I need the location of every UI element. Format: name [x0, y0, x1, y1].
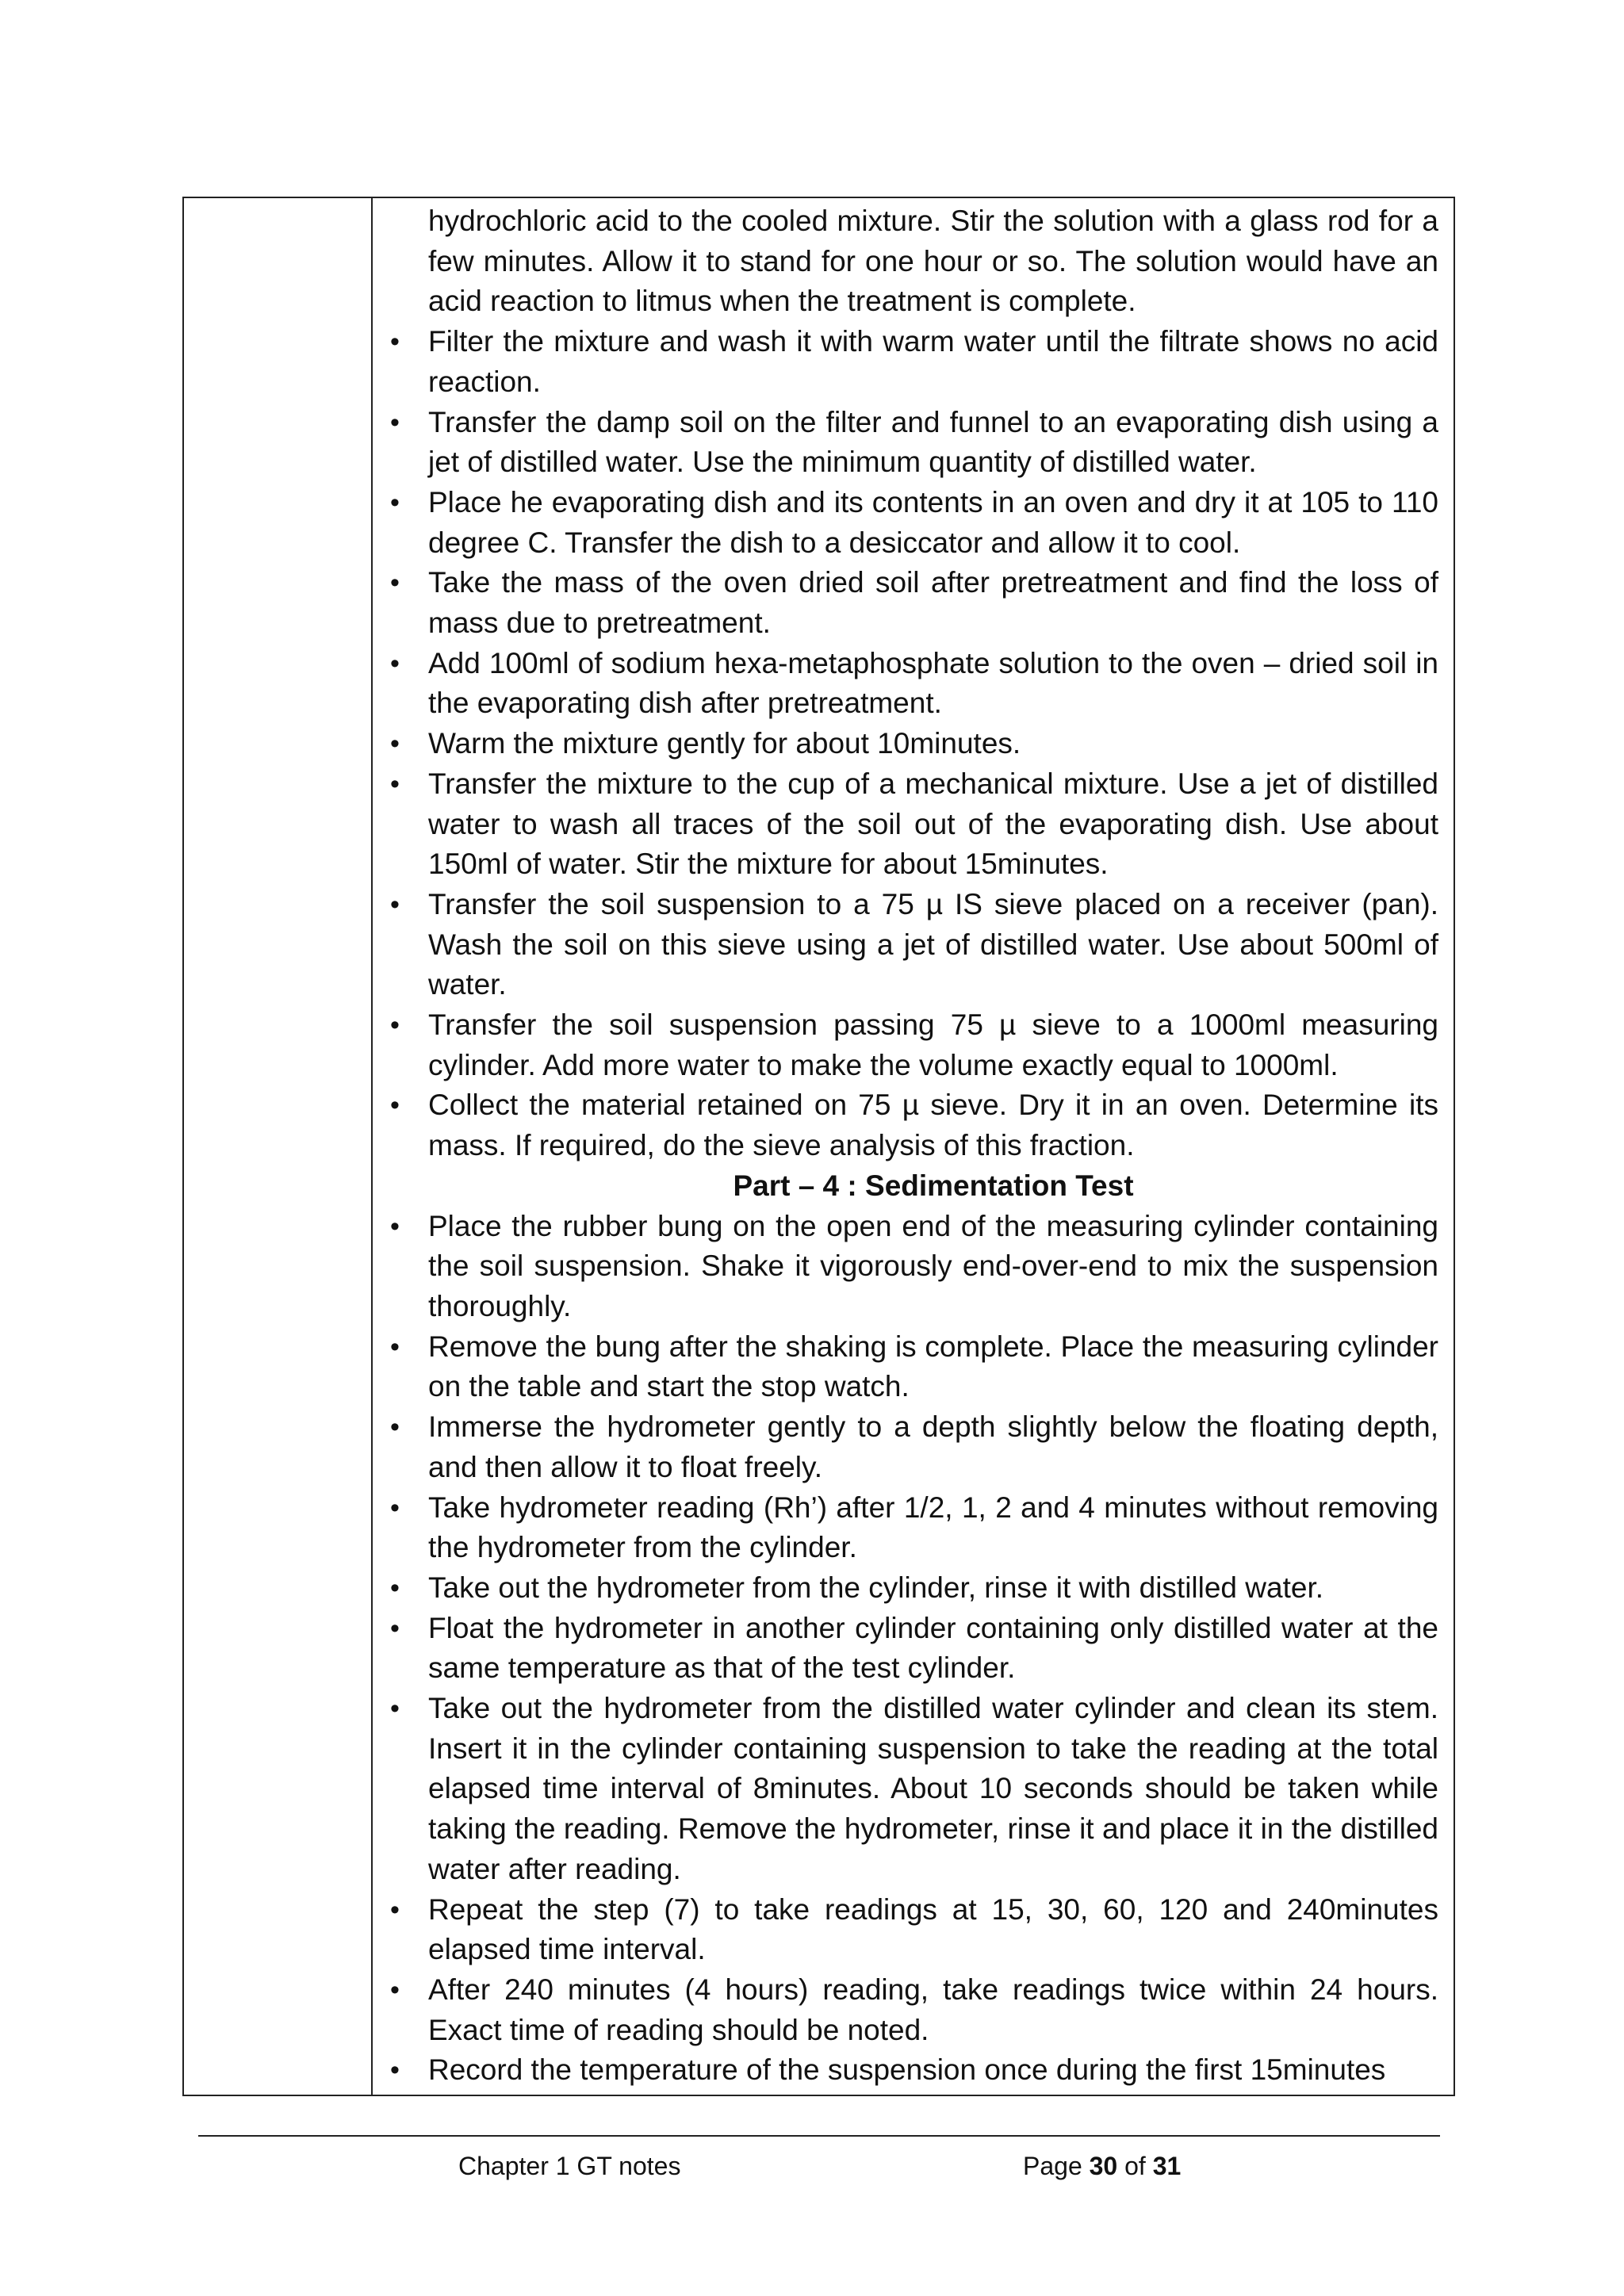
- list-item-text: Remove the bung after the shaking is complete. Place the measuring cylinder on the table and start the stop watch.: [428, 1330, 1438, 1403]
- list-item-text: Take the mass of the oven dried soil after pretreatment and find the loss of mass due to pretreatment.: [428, 566, 1438, 640]
- footer-chapter-title: Chapter 1 GT notes: [458, 2152, 681, 2180]
- section-heading: Part – 4 : Sedimentation Test: [733, 1169, 1134, 1202]
- bullet-icon: •: [390, 568, 400, 599]
- continuation-paragraph: hydrochloric acid to the cooled mixture. Stir the solution with a glass rod for a few minutes. Allow it to stand for one hour or so. The solution would have an acid reaction to litmus when the treatment is complete.: [428, 205, 1438, 318]
- footer-divider: [198, 2135, 1440, 2137]
- bullet-icon: •: [390, 487, 400, 518]
- list-item: [379, 2050, 1438, 2091]
- bullet-icon: •: [390, 768, 400, 799]
- bullet-icon: •: [390, 1613, 400, 1644]
- list-item-text: Transfer the damp soil on the filter and funnel to an evaporating dish using a jet of distilled water. Use the minimum quantity of distilled water.: [428, 405, 1438, 479]
- bullet-icon: •: [390, 2055, 400, 2086]
- list-item: [379, 885, 1438, 1005]
- bullet-icon: •: [390, 648, 400, 679]
- page-prefix: Page: [1023, 2152, 1082, 2180]
- list-item-text: Record the temperature of the suspension once during the first 15minutes: [428, 2053, 1386, 2087]
- bullet-icon: •: [390, 729, 400, 760]
- list-item-text: Repeat the step (7) to take readings at 15, 30, 60, 120 and 240minutes elapsed time interval.: [428, 1892, 1438, 1966]
- page-current: 30: [1089, 2152, 1118, 2180]
- list-item: [379, 1005, 1438, 1085]
- list-item-text: Place he evaporating dish and its contents in an oven and dry it at 105 to 110 degree C. Transfer the dish to a desiccator and allow it to cool.: [428, 485, 1438, 559]
- list-item-text: Float the hydrometer in another cylinder containing only distilled water at the same temperature as that of the test cylinder.: [428, 1611, 1438, 1685]
- table-column-divider: [371, 198, 373, 2095]
- list-item: [379, 322, 1438, 402]
- bullet-icon: •: [390, 327, 400, 358]
- list-item-text: After 240 minutes (4 hours) reading, take readings twice within 24 hours. Exact time of reading should be noted.: [428, 1973, 1438, 2046]
- list-item-text: Transfer the soil suspension passing 75 µ sieve to a 1000ml measuring cylinder. Add more water to make the volume exactly equal to 1000ml.: [428, 1008, 1438, 1081]
- list-item-text: Immerse the hydrometer gently to a depth slightly below the floating depth, and then allow it to float freely.: [428, 1410, 1438, 1483]
- bullet-icon: •: [390, 1492, 400, 1523]
- list-item-text: Transfer the soil suspension to a 75 µ IS sieve placed on a receiver (pan). Wash the soil on this sieve using a jet of distilled water. Use about 500ml of water.: [428, 887, 1438, 1001]
- list-item: [379, 403, 1438, 483]
- list-item-text: Collect the material retained on 75 µ sieve. Dry it in an oven. Determine its mass. If required, do the sieve analysis of this fraction.: [428, 1089, 1438, 1162]
- bullet-icon: •: [390, 1693, 400, 1724]
- list-item-text: Transfer the mixture to the cup of a mechanical mixture. Use a jet of distilled water to wash all traces of the soil out of the evaporating dish. Use about 150ml of water. Stir the mixture for about 15minutes.: [428, 767, 1438, 881]
- list-item: [379, 1407, 1438, 1487]
- list-item: [379, 1568, 1438, 1609]
- bullet-icon: •: [390, 889, 400, 920]
- list-item-text: Place the rubber bung on the open end of the measuring cylinder containing the soil suspension. Shake it vigorously end-over-end to mix the suspension thoroughly.: [428, 1209, 1438, 1322]
- list-item: [379, 1327, 1438, 1407]
- list-item-text: Take hydrometer reading (Rh’) after 1/2, 1, 2 and 4 minutes without removing the hydrometer from the cylinder.: [428, 1490, 1438, 1564]
- pretreatment-steps-list: [379, 322, 1438, 1166]
- list-item: [379, 1609, 1438, 1689]
- bullet-icon: •: [390, 1974, 400, 2005]
- list-item: [379, 483, 1438, 563]
- list-item-text: Warm the mixture gently for about 10minutes.: [428, 727, 1021, 760]
- page-of: of: [1124, 2152, 1146, 2180]
- bullet-icon: •: [390, 1412, 400, 1443]
- list-item: [379, 644, 1438, 724]
- list-item-text: Take out the hydrometer from the distilled water cylinder and clean its stem. Insert it in the cylinder containing suspension to take the reading at the total elapsed time interval of 8minutes. About 10 seconds should be taken while taking the reading. Remove the hydrometer, rinse it and place it in the distilled water after reading.: [428, 1692, 1438, 1885]
- bullet-icon: •: [390, 1572, 400, 1603]
- list-item: [379, 1207, 1438, 1327]
- page-total: 31: [1152, 2152, 1182, 2180]
- list-item: [379, 1488, 1438, 1568]
- procedure-cell: [379, 201, 1438, 2091]
- list-item: [379, 1689, 1438, 1890]
- bullet-icon: •: [390, 1894, 400, 1925]
- bullet-icon: •: [390, 1211, 400, 1242]
- list-item: [379, 1970, 1438, 2050]
- bullet-icon: •: [390, 1010, 400, 1041]
- list-item-text: Take out the hydrometer from the cylinder, rinse it with distilled water.: [428, 1571, 1324, 1604]
- bullet-icon: •: [390, 1090, 400, 1121]
- bullet-icon: •: [390, 407, 400, 438]
- procedure-table: [182, 197, 1455, 2096]
- list-item: [379, 1085, 1438, 1165]
- sedimentation-steps-list: [379, 1207, 1438, 2091]
- list-item: [379, 1890, 1438, 1970]
- list-item: [379, 764, 1438, 885]
- bullet-icon: •: [390, 1331, 400, 1362]
- list-item: [379, 563, 1438, 643]
- list-item-text: Filter the mixture and wash it with warm water until the filtrate shows no acid reaction.: [428, 325, 1438, 398]
- footer-page-number: [1023, 2150, 1181, 2182]
- list-item: [379, 724, 1438, 764]
- list-item-text: Add 100ml of sodium hexa-metaphosphate solution to the oven – dried soil in the evaporating dish after pretreatment.: [428, 646, 1438, 720]
